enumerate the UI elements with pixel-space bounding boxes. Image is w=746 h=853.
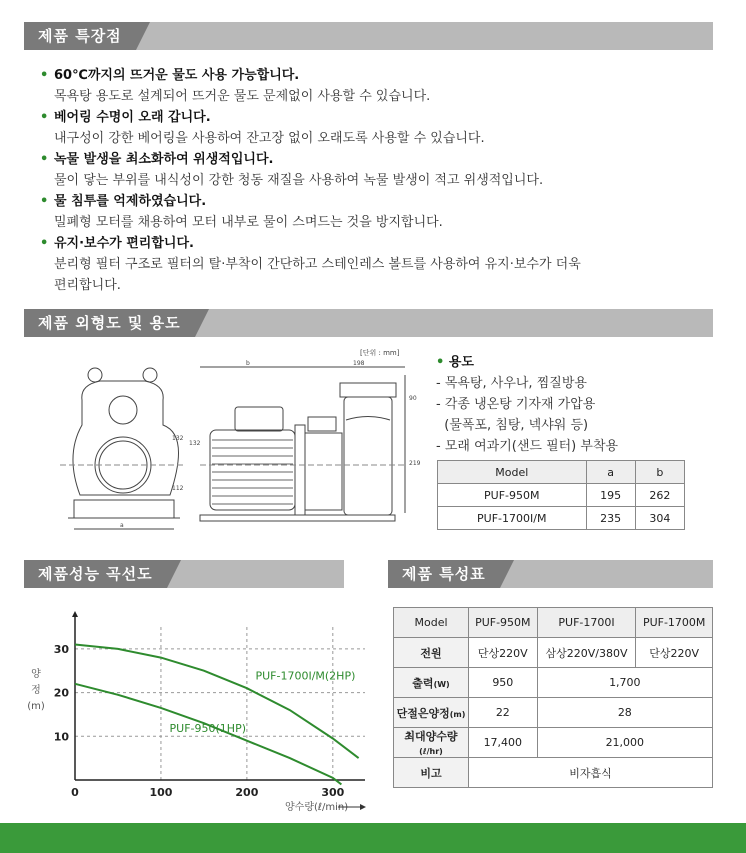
pump-drawing bbox=[60, 345, 430, 540]
features-section-title: 제품 특장점 bbox=[24, 22, 136, 50]
x-tick-label: 100 bbox=[149, 786, 173, 799]
table-row bbox=[438, 484, 685, 507]
dim-132b-label: 132 bbox=[189, 440, 201, 447]
table-cell: PUF-950M bbox=[438, 484, 587, 507]
y-tick-label: 20 bbox=[53, 686, 69, 700]
feature-item bbox=[40, 108, 720, 149]
table-header: a bbox=[586, 461, 635, 484]
bullet-icon: • bbox=[40, 236, 49, 251]
table-cell: 950 bbox=[469, 668, 538, 698]
spec-section-bar bbox=[388, 560, 713, 588]
motor-housing bbox=[210, 430, 295, 510]
table-header: Model bbox=[394, 608, 469, 638]
outlet-flange bbox=[308, 417, 336, 431]
table-cell: 262 bbox=[635, 484, 684, 507]
spec-table bbox=[393, 607, 713, 788]
dim-198-label: 198 bbox=[353, 360, 365, 367]
feature-desc: 편리합니다. bbox=[54, 278, 121, 293]
y-tick-label: 30 bbox=[53, 642, 69, 656]
table-header: b bbox=[635, 461, 684, 484]
bullet-icon: • bbox=[40, 68, 49, 83]
table-cell: 삼상220V/380V bbox=[537, 638, 636, 668]
usage-item: - 각종 냉온탕 기자재 가압용 bbox=[436, 397, 596, 412]
table-cell: 비자흡식 bbox=[469, 758, 713, 788]
motor-fins bbox=[212, 440, 293, 504]
feature-head: 유지·보수가 편리합니다. bbox=[54, 236, 194, 251]
bullet-icon: • bbox=[40, 194, 49, 209]
usage-head: 용도 bbox=[448, 355, 474, 370]
row-label: 비고 bbox=[394, 758, 469, 788]
spec-section-title: 제품 특성표 bbox=[388, 560, 500, 588]
table-cell: 22 bbox=[469, 698, 538, 728]
table-header: Model bbox=[438, 461, 587, 484]
table-header-row bbox=[438, 461, 685, 484]
table-row bbox=[438, 507, 685, 530]
filter-bowl bbox=[346, 417, 390, 421]
feature-desc: 물이 닿는 부위를 내식성이 강한 청동 재질을 사용하여 녹물 발생이 적고 위생적입니다. bbox=[54, 173, 544, 188]
filter-lid bbox=[340, 383, 396, 397]
y-axis-arrowhead bbox=[72, 611, 78, 617]
feature-item bbox=[40, 150, 720, 191]
footer-green-bar bbox=[0, 823, 746, 853]
table-row bbox=[394, 668, 713, 698]
table-cell: 195 bbox=[586, 484, 635, 507]
bullet-icon: • bbox=[40, 152, 49, 167]
y-axis-label-char: 정 bbox=[31, 685, 41, 696]
terminal-box bbox=[235, 407, 283, 431]
performance-chart bbox=[20, 605, 370, 820]
front-pump-body bbox=[73, 381, 179, 495]
table-cell: PUF-1700I/M bbox=[438, 507, 587, 530]
row-label: 최대양수량(ℓ/hr) bbox=[394, 728, 469, 758]
x-tick-label: 300 bbox=[321, 786, 345, 799]
y-tick-label: 10 bbox=[53, 730, 69, 744]
feature-desc: 내구성이 강한 베어링을 사용하여 잔고장 없이 오래도록 사용할 수 있습니다. bbox=[54, 131, 485, 146]
x-tick-label: 0 bbox=[71, 786, 79, 799]
drawing-unit-label: [단위 : mm] bbox=[360, 349, 400, 357]
feature-desc: 분리형 필터 구조로 필터의 탈·부착이 간단하고 스테인레스 볼트를 사용하여 유지·보수가 더욱 bbox=[54, 257, 581, 272]
dim-132a-label: 132 bbox=[172, 435, 184, 442]
row-label: 단절은양정(m) bbox=[394, 698, 469, 728]
table-row bbox=[394, 638, 713, 668]
table-header: PUF-1700I bbox=[537, 608, 636, 638]
base-plate bbox=[200, 515, 395, 521]
drawing-section-title: 제품 외형도 및 용도 bbox=[24, 309, 195, 337]
dim-a-label: a bbox=[120, 522, 124, 529]
series-line bbox=[75, 645, 359, 759]
filter-housing bbox=[344, 397, 392, 515]
feature-item bbox=[40, 234, 720, 296]
feature-head: 베어링 수명이 오래 갑니다. bbox=[54, 110, 211, 125]
table-header: PUF-950M bbox=[469, 608, 538, 638]
series-label: PUF-1700I/M(2HP) bbox=[255, 669, 356, 683]
table-row bbox=[394, 698, 713, 728]
curve-section-bar bbox=[24, 560, 344, 588]
usage-item: (물폭포, 침탕, 넥샤워 등) bbox=[436, 418, 589, 433]
features-section-bar bbox=[24, 22, 713, 50]
row-label: 전원 bbox=[394, 638, 469, 668]
front-handle-right bbox=[143, 368, 157, 382]
y-axis-label-char: 양 bbox=[31, 669, 41, 680]
front-handle-left bbox=[88, 368, 102, 382]
dim-219-label: 219 bbox=[409, 460, 421, 467]
x-tick-label: 200 bbox=[235, 786, 259, 799]
dim-112-label: 112 bbox=[172, 485, 184, 492]
table-cell: 21,000 bbox=[537, 728, 712, 758]
feature-list bbox=[40, 66, 720, 297]
table-cell: 235 bbox=[586, 507, 635, 530]
feature-item bbox=[40, 192, 720, 233]
dimension-table bbox=[437, 460, 685, 530]
x-axis-arrowhead bbox=[360, 804, 366, 810]
usage-item: - 목욕탕, 사우나, 찜질방용 bbox=[436, 376, 587, 391]
feature-desc: 밀폐형 모터를 채용하여 모터 내부로 물이 스며드는 것을 방지합니다. bbox=[54, 215, 443, 230]
pump-casing bbox=[305, 433, 342, 510]
table-cell: 28 bbox=[537, 698, 712, 728]
table-cell: 17,400 bbox=[469, 728, 538, 758]
feature-head: 녹물 발생을 최소화하여 위생적입니다. bbox=[54, 152, 274, 167]
series-label: PUF-950(1HP) bbox=[169, 721, 246, 735]
feature-head: 60℃까지의 뜨거운 물도 사용 가능합니다. bbox=[54, 68, 300, 83]
dim-b-label: b bbox=[246, 360, 250, 367]
curve-section-title: 제품성능 곡선도 bbox=[24, 560, 167, 588]
table-row bbox=[394, 728, 713, 758]
motor-flange bbox=[295, 425, 305, 515]
y-axis-label-char: (m) bbox=[27, 701, 45, 712]
bullet-icon: • bbox=[436, 355, 449, 370]
table-header: PUF-1700M bbox=[636, 608, 713, 638]
feature-item bbox=[40, 66, 720, 107]
dim-90-label: 90 bbox=[409, 395, 417, 402]
table-cell: 단상220V bbox=[636, 638, 713, 668]
table-cell: 단상220V bbox=[469, 638, 538, 668]
drawing-section-bar bbox=[24, 309, 713, 337]
usage-item: - 모래 여과기(샌드 필터) 부착용 bbox=[436, 439, 619, 454]
feature-desc: 목욕탕 용도로 설계되어 뜨거운 물도 문제없이 사용할 수 있습니다. bbox=[54, 89, 431, 104]
usage-block bbox=[436, 352, 618, 457]
row-label: 출력(W) bbox=[394, 668, 469, 698]
feature-head: 물 침투를 억제하였습니다. bbox=[54, 194, 207, 209]
front-base bbox=[74, 500, 174, 518]
front-inlet bbox=[109, 396, 137, 424]
table-cell: 304 bbox=[635, 507, 684, 530]
table-header-row bbox=[394, 608, 713, 638]
bullet-icon: • bbox=[40, 110, 49, 125]
x-axis-label: 양수량(ℓ/min) bbox=[285, 802, 349, 813]
y-axis-title bbox=[27, 667, 45, 712]
table-row bbox=[394, 758, 713, 788]
table-cell: 1,700 bbox=[537, 668, 712, 698]
